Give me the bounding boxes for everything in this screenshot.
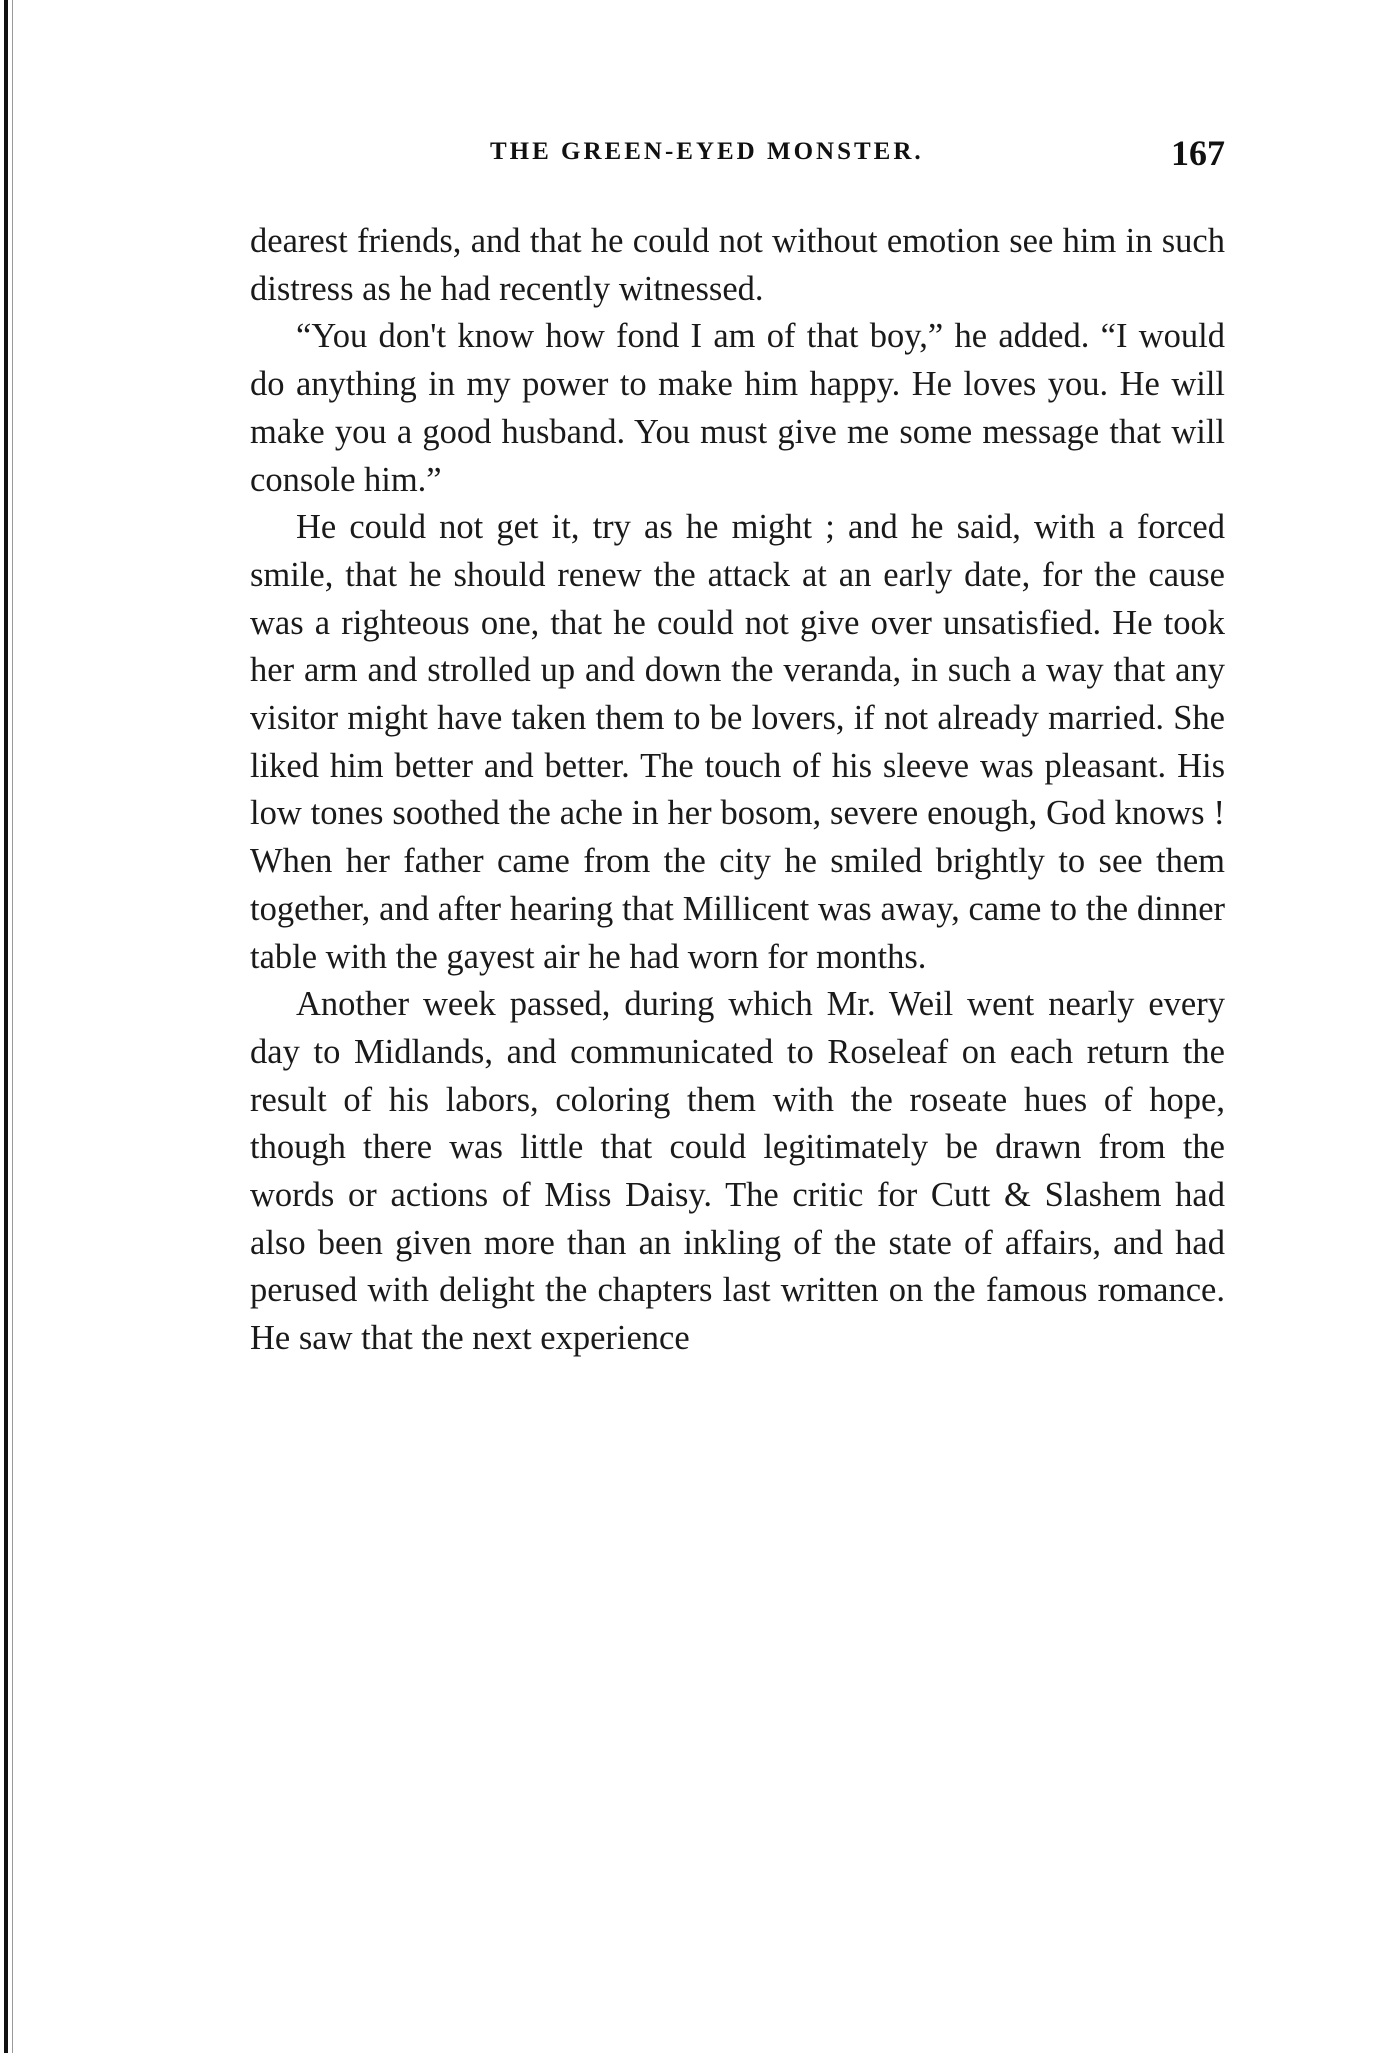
running-title: THE GREEN-EYED MONSTER.	[490, 138, 924, 165]
page-number: 167	[1171, 133, 1225, 173]
body-text	[250, 218, 1225, 1363]
paragraph-3: He could not get it, try as he might ; and he said, with a forced smile, that he should renew the attack at an early date, for the cause was a righteous one, that he could not give over unsatisfied. He took her arm and strolled up and down the veranda, in such a way that any visitor might have taken them to be lovers, if not already married. She liked him better and better. The touch of his sleeve was pleasant. His low tones soothed the ache in her bosom, severe enough, God knows ! When her father came from the city he smiled brightly to see them together, and after hearing that Millicent was away, came to the dinner table with the gayest air he had worn for months.	[250, 508, 1225, 976]
paragraph-1: dearest friends, and that he could not without emotion see him in such distress as he had recently witnessed.	[250, 222, 1225, 308]
paragraph-4: Another week passed, during which Mr. Weil went nearly every day to Midlands, and communicated to Roseleaf on each return the result of his labors, coloring them with the roseate hues of hope, though there was little that could legitimately be drawn from the words or actions of Miss Daisy. The critic for Cutt & Slashem had also been given more than an inkling of the state of affairs, and had perused with delight the chapters last written on the famous romance. He saw that the next experience	[250, 985, 1225, 1358]
page-binding-edge	[4, 0, 8, 2053]
running-head	[250, 132, 1225, 176]
paragraph-2: “You don't know how fond I am of that boy,” he added. “I would do anything in my power to make him happy. He loves you. He will make you a good husband. You must give me some message that will console him.”	[250, 317, 1225, 499]
page-binding-shadow	[12, 0, 13, 2053]
